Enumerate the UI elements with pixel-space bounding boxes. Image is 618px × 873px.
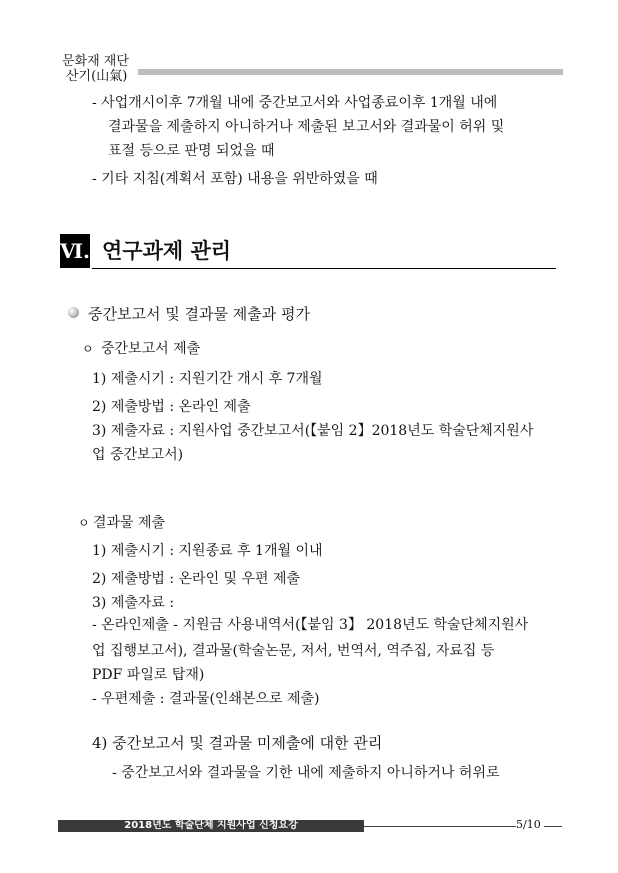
result-item: 2) 제출방법 : 온라인 및 우편 제출 xyxy=(92,571,301,587)
result-item: 업 집행보고서), 결과물(학술논문, 저서, 번역서, 역주집, 자료집 등 xyxy=(92,643,495,659)
header-rule xyxy=(138,69,563,75)
interim-item: 3) 제출자료 : 지원사업 중간보고서(【붙임 2】2018년도 학술단체지원사 xyxy=(92,423,534,439)
result-item: PDF 파일로 탑재) xyxy=(92,667,205,683)
interim-item: 업 중간보고서) xyxy=(92,447,184,463)
subheading: 중간보고서 및 결과물 제출과 평가 xyxy=(88,305,310,323)
result-item: - 온라인제출 - 지원금 사용내역서(【붙임 3】 2018년도 학술단체지원사 xyxy=(92,617,529,633)
page-number: 5/10 xyxy=(516,818,541,831)
section-title: 연구과제 관리 xyxy=(102,239,232,263)
header-org-line2: 산기(山氣) xyxy=(66,69,128,84)
management-title: 4) 중간보고서 및 결과물 미제출에 대한 관리 xyxy=(92,734,383,752)
result-item: 1) 제출시기 : 지원종료 후 1개월 이내 xyxy=(92,543,323,559)
prev-list-item: - 사업개시이후 7개월 내에 중간보고서와 사업종료이후 1개월 내에 xyxy=(92,95,498,111)
header-org-line1: 문화재 재단 xyxy=(62,54,129,69)
interim-item: 1) 제출시기 : 지원기간 개시 후 7개월 xyxy=(92,371,323,387)
result-item: 3) 제출자료 : xyxy=(92,595,175,611)
section-number: Ⅵ. xyxy=(60,234,90,268)
prev-list-item: 결과물을 제출하지 아니하거나 제출된 보고서와 결과물이 허위 및 xyxy=(108,119,505,135)
management-line: - 중간보고서와 결과물을 기한 내에 제출하지 아니하거나 허위로 xyxy=(112,765,500,781)
interim-item: 2) 제출방법 : 온라인 제출 xyxy=(92,399,251,415)
circle-bullet-icon: ㅇ xyxy=(78,516,90,530)
result-title: 결과물 제출 xyxy=(93,515,166,531)
circle-bullet-icon: ㅇ xyxy=(82,342,94,356)
footer-rule xyxy=(364,826,516,827)
prev-list-item: 표절 등으로 판명 되었을 때 xyxy=(108,143,275,159)
interim-title: 중간보고서 제출 xyxy=(101,341,201,357)
section-rule xyxy=(92,268,556,269)
prev-list-item: - 기타 지침(계획서 포함) 내용을 위반하였을 때 xyxy=(92,171,378,187)
footer-title: 2018년도 학술단체 지원사업 신청요강 xyxy=(124,820,298,831)
sphere-bullet-icon xyxy=(68,307,79,318)
footer-rule-tail xyxy=(544,826,562,827)
result-item: - 우편제출 : 결과물(인쇄본으로 제출) xyxy=(92,691,320,707)
